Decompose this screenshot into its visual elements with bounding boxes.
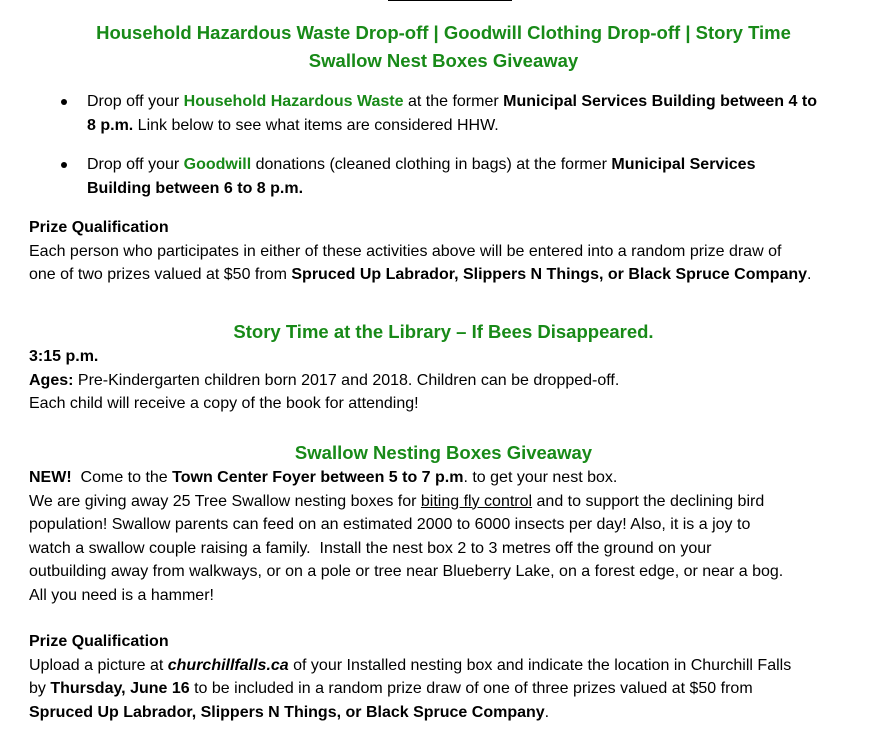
top-divider [388, 0, 512, 1]
prize2-text-2b: to be included in a random prize draw of one of three prizes valued at $50 from [189, 680, 753, 697]
swallow-line-4: outbuilding away from walkways, or on a pole or tree near Blueberry Lake, on a forest edge, or near a bog. [29, 563, 784, 580]
swallow-line-3: watch a swallow couple raising a family. Install the nest box 2 to 3 metres off the ground on your [29, 539, 712, 557]
prize2-text-1a: Upload a picture at [29, 656, 168, 674]
story-ages-text: Pre-Kindergarten children born 2017 and 2018. Children can be dropped-off. [73, 371, 620, 389]
swallow-line-5: All you need is a hammer! [29, 586, 214, 604]
story-heading: Story Time at the Library – If Bees Disappeared. [233, 321, 654, 342]
swallow-line-2: population! Swallow parents can feed on an estimated 2000 to 6000 insects per day! Also, it is a joy to [29, 516, 751, 533]
prize-title-2: Prize Qualification [29, 633, 169, 650]
prize2-line-2 [29, 677, 874, 701]
hhw-highlight: Household Hazardous Waste [183, 93, 404, 110]
goodwill-line-1 [87, 153, 869, 177]
hhw-text-2: at the former [403, 93, 504, 110]
bullet-icon [61, 162, 67, 168]
hhw-link-note: Link below to see what items are considered HHW. [133, 116, 499, 134]
swallow-heading: Swallow Nesting Boxes Giveaway [294, 442, 593, 463]
swallow-location: Town Center Foyer between 5 to 7 p.m [172, 469, 464, 486]
page-subtitle: Swallow Nest Boxes Giveaway [308, 50, 579, 71]
story-ages-line [29, 369, 874, 393]
biting-fly-link[interactable]: biting fly control [420, 492, 533, 510]
hhw-line-2 [87, 114, 869, 138]
swallow-section [29, 466, 874, 607]
hhw-line-1 [87, 90, 869, 114]
prize-section-1 [29, 216, 874, 287]
prize2-text-2a: by [29, 680, 51, 697]
prize2-text-end: . [544, 703, 550, 721]
swallow-new-text-1: Come to the [71, 469, 173, 486]
hhw-text-1: Drop off your [87, 93, 184, 110]
prize2-line-3 [29, 701, 874, 725]
list-item-hhw [0, 90, 887, 137]
new-badge: NEW! [29, 469, 72, 486]
page-title: Household Hazardous Waste Drop-off | Goodwill Clothing Drop-off | Story Time [96, 22, 791, 43]
website-link[interactable]: churchillfalls.ca [167, 656, 289, 674]
story-book-text: Each child will receive a copy of the book for attending! [29, 395, 419, 412]
list-item-goodwill [0, 153, 887, 200]
prize-text-2: one of two prizes valued at $50 from [29, 266, 292, 283]
prize-text-line-2 [29, 263, 874, 287]
story-section [29, 345, 874, 416]
bullet-icon [61, 99, 67, 105]
swallow-text-1a: We are giving away 25 Tree Swallow nesting boxes for [29, 492, 421, 510]
swallow-text-1b: and to support the declining bird [532, 492, 765, 510]
swallow-line-1 [29, 490, 874, 514]
story-ages-label: Ages: [29, 371, 74, 389]
goodwill-text-2: donations (cleaned clothing in bags) at the former [251, 156, 612, 173]
prize-sponsors: Spruced Up Labrador, Slippers N Things, or Black Spruce Company [291, 266, 808, 283]
prize-text-line-1: Each person who participates in either of these activities above will be entered into a random prize draw of [29, 242, 782, 260]
prize2-sponsors: Spruced Up Labrador, Slippers N Things, or Black Spruce Company [29, 703, 545, 721]
story-time: 3:15 p.m. [29, 348, 99, 365]
goodwill-location: Municipal Services [611, 156, 756, 173]
prize-text-end: . [807, 266, 812, 283]
goodwill-highlight: Goodwill [183, 156, 252, 173]
prize2-deadline: Thursday, June 16 [50, 680, 190, 697]
prize-section-2 [29, 630, 874, 724]
swallow-new-line [29, 466, 874, 490]
goodwill-text-1: Drop off your [87, 156, 184, 173]
dropoff-list [0, 90, 887, 216]
goodwill-time: Building between 6 to 8 p.m. [87, 179, 304, 197]
hhw-time: 8 p.m. [87, 116, 134, 134]
prize-title: Prize Qualification [29, 219, 169, 236]
swallow-new-text-2: . to get your nest box. [463, 469, 618, 486]
prize2-line-1 [29, 654, 874, 678]
hhw-location: Municipal Services Building between 4 to [503, 93, 817, 110]
prize2-text-1b: of your Installed nesting box and indicate the location in Churchill Falls [288, 656, 792, 674]
